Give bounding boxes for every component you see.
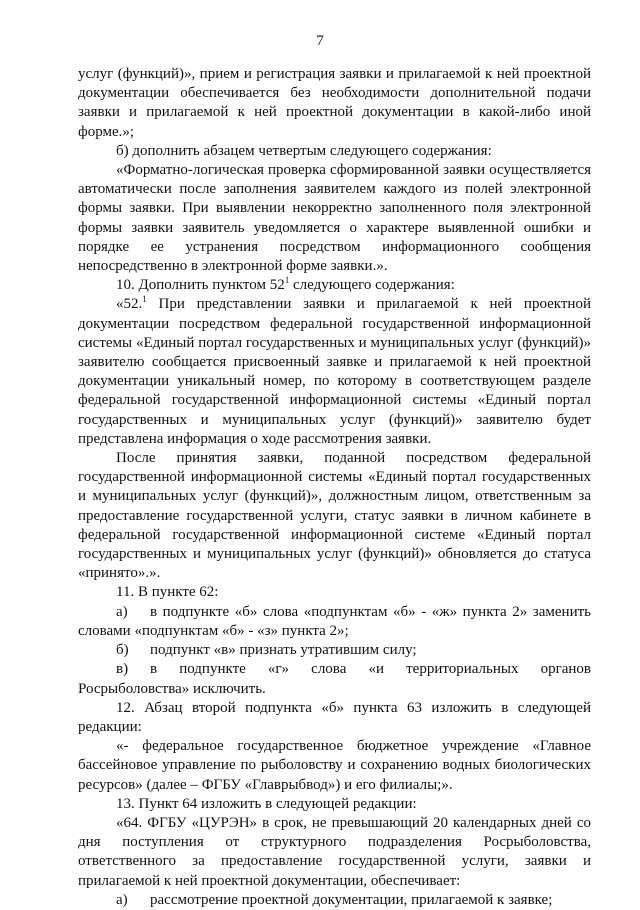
paragraph-item-52-1	[78, 295, 591, 449]
list-item-b	[78, 641, 591, 660]
document-body	[78, 65, 591, 910]
paragraph-item-11: 11. В пункте 62:	[116, 584, 219, 601]
paragraph-format-check: «Форматно-логическая проверка сформированной заявки осуществляется автоматически после заполнения заявителем каждого из полей электронной формы заявки. При выявлении некорректно заполненного поля электронной формы заявки заявитель уведомляется о характере выявленной ошибки и порядке ее устранения посредством информационного сообщения непосредственно в электронной форме заявки.».	[78, 162, 591, 275]
list-label: а)	[116, 891, 128, 908]
list-label: в)	[116, 661, 129, 678]
paragraph-item-12: 12. Абзац второй подпункта «б» пункта 63 изложить в следующей редакции:	[78, 699, 591, 735]
list-text: в подпункте «б» слова «подпунктам «б» - «ж» пункта 2» заменить словами «подпунктам «б» - «з» пункта 2»;	[78, 603, 591, 639]
paragraph-item-13: 13. Пункт 64 изложить в следующей редакции:	[116, 795, 417, 812]
list-text: подпункт «в» признать утратившим силу;	[150, 642, 417, 659]
paragraph-item-10	[78, 276, 591, 295]
list-item-a	[78, 603, 591, 641]
page-number: 7	[316, 33, 324, 49]
superscript: 1	[142, 294, 147, 305]
paragraph-subitem-b: б) дополнить абзацем четвертым следующего содержания:	[116, 142, 492, 159]
superscript: 1	[284, 275, 290, 286]
paragraph-item-64: «64. ФГБУ «ЦУРЭН» в срок, не превышающий 20 календарных дней со дня поступления от структурного подразделения Росрыболовства, ответственного за предоставление государственной услуги, заявки и прилагаемой к ней проектной документации, обеспечивает:	[78, 814, 591, 889]
list-label: а)	[116, 603, 128, 620]
list-text: рассмотрение проектной документации, прилагаемой к заявке;	[150, 891, 553, 908]
list-text: в подпункте «г» слова «и территориальных органов Росрыболовства» исключить.	[78, 661, 591, 697]
list-item-a-review	[78, 891, 591, 910]
paragraph-glavrybvod: «- федеральное государственное бюджетное учреждение «Главное бассейновое управление по рыболовству и сохранению водных биологических ресурсов» (далее – ФГБУ «Главрыбвод») и его филиалы;».	[78, 738, 591, 793]
text-after-sup: При представлении заявки и прилагаемой к ней проектной документации посредством федеральной государственной информационной системы «Единый портал государственных и муниципальных услуг (функций)» заявителю сообщается присвоенный заявке и прилагаемой к ней проектной документации уникальный номер, по которому в соответствующем разделе федеральной государственной информационной системы «Единый портал государственных и муниципальных услуг (функций)» заявителю будет представлена информация о ходе рассмотрения заявки.	[78, 296, 591, 447]
text-before-sup: 10. Дополнить пунктом 52	[116, 277, 285, 294]
text-before-sup: «52.	[116, 296, 143, 313]
paragraph-continuation: услуг (функций)», прием и регистрация заявки и прилагаемой к ней проектной документации обеспечивается без необходимости дополнительной подачи заявки и прилагаемой к ней проектной документации в какой-либо иной форме.»;	[78, 66, 591, 140]
list-label: б)	[116, 642, 129, 659]
paragraph-after-acceptance: После принятия заявки, поданной посредством федеральной государственной информационной системы «Единый портал государственных и муниципальных услуг (функций)», должностным лицом, ответственным за предоставление государственной услуги, статус заявки в личном кабинете в федеральной государственной информационной системе «Единый портал государственных и муниципальных услуг (функций)» обновляется до статуса «принято».».	[78, 450, 591, 582]
list-item-v	[78, 660, 591, 698]
text-after-sup: следующего содержания:	[289, 277, 455, 294]
